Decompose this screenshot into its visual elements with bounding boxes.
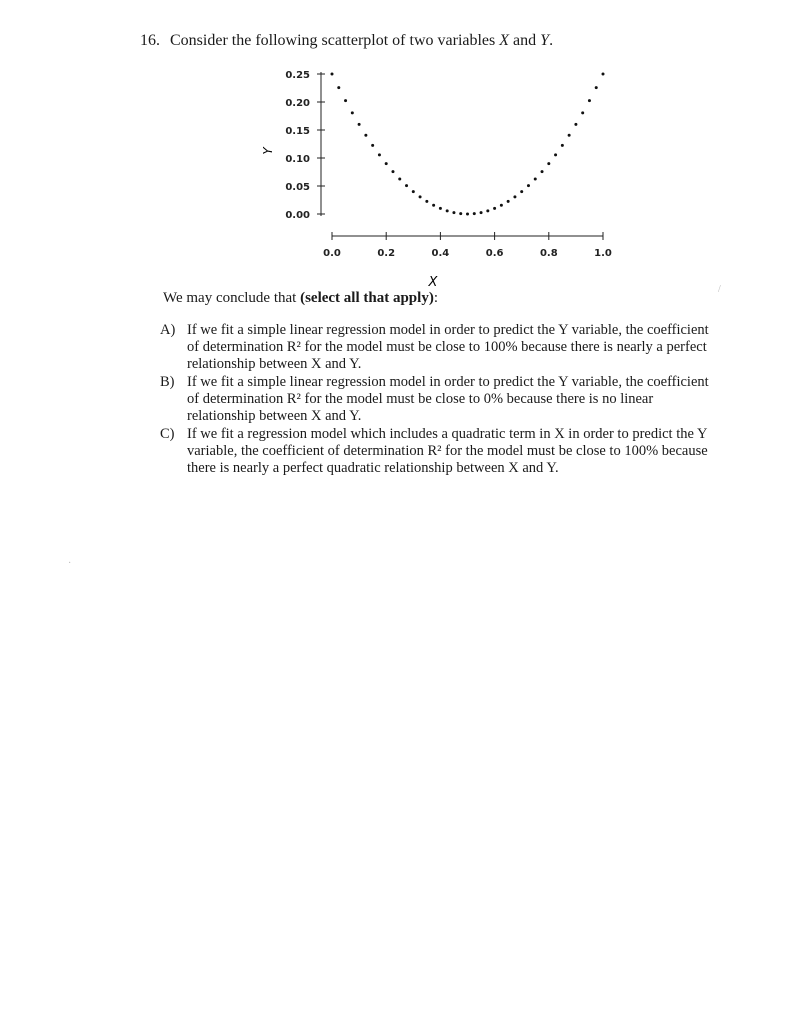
- question-prompt: Consider the following scatterplot of two variables: [170, 32, 500, 49]
- y-tick-label: 0.10: [285, 154, 310, 165]
- option-letter: C): [160, 426, 175, 442]
- data-point: [561, 144, 564, 147]
- data-point: [459, 212, 462, 215]
- data-point: [391, 170, 394, 173]
- data-point: [588, 99, 591, 102]
- data-point: [385, 162, 388, 165]
- data-point: [452, 211, 455, 214]
- answer-option-a[interactable]: [160, 322, 720, 373]
- data-point: [351, 111, 354, 114]
- data-point: [507, 200, 510, 203]
- data-point: [439, 207, 442, 210]
- data-point: [405, 184, 408, 187]
- y-tick-label: 0.20: [285, 98, 310, 109]
- data-point: [344, 99, 347, 102]
- data-point: [337, 86, 340, 89]
- x-tick-label: 0.8: [539, 248, 558, 259]
- data-point: [466, 213, 469, 216]
- data-point: [500, 204, 503, 207]
- data-point: [486, 209, 489, 212]
- data-point: [358, 123, 361, 126]
- data-point: [554, 153, 557, 156]
- data-point: [425, 200, 428, 203]
- x-tick-label: 1.0: [594, 248, 612, 259]
- conclusion-prompt: [163, 290, 438, 307]
- data-points: [331, 73, 605, 216]
- y-axis-label: Y: [261, 147, 275, 155]
- answer-option-c[interactable]: [160, 426, 720, 477]
- data-point: [473, 212, 476, 215]
- scatterplot: [250, 58, 630, 298]
- data-point: [527, 184, 530, 187]
- conclusion-bold: (select all that apply): [300, 290, 434, 306]
- data-point: [371, 144, 374, 147]
- data-point: [331, 73, 334, 76]
- question-heading: [140, 32, 553, 50]
- data-point: [581, 111, 584, 114]
- data-point: [534, 178, 537, 181]
- x-axis: [323, 232, 612, 259]
- y-tick-label: 0.15: [285, 126, 310, 137]
- data-point: [493, 207, 496, 210]
- conclusion-end: :: [433, 290, 438, 306]
- data-point: [568, 134, 571, 137]
- data-point: [602, 73, 605, 76]
- data-point: [595, 86, 598, 89]
- option-letter: B): [160, 374, 175, 390]
- data-point: [378, 153, 381, 156]
- y-axis: [285, 70, 325, 221]
- option-letter: A): [160, 322, 176, 338]
- data-point: [398, 178, 401, 181]
- data-point: [541, 170, 544, 173]
- x-tick-label: 0.2: [377, 248, 396, 259]
- data-point: [412, 190, 415, 193]
- option-text: If we fit a simple linear regression model in order to predict the Y variable, the coefficient of determination R² for the model must be close to 100% because there is nearly a perfect relationship between X and Y.: [187, 322, 709, 372]
- data-point: [364, 134, 367, 137]
- x-tick-label: 0.0: [323, 248, 341, 259]
- data-point: [446, 209, 449, 212]
- data-point: [419, 195, 422, 198]
- data-point: [520, 190, 523, 193]
- x-axis-label: X: [428, 275, 438, 290]
- conclusion-start: We may conclude that: [163, 290, 301, 306]
- answer-option-b[interactable]: [160, 374, 720, 425]
- scan-mark: ·: [68, 558, 72, 569]
- question-period: .: [549, 32, 554, 49]
- question-number: 16.: [140, 32, 160, 49]
- answer-options: [160, 322, 720, 478]
- data-point: [547, 162, 550, 165]
- x-tick-label: 0.6: [485, 248, 504, 259]
- question-and: and: [509, 32, 541, 49]
- scan-mark: /: [718, 284, 721, 295]
- y-tick-label: 0.25: [285, 70, 310, 81]
- question-var-y: Y: [540, 32, 550, 49]
- data-point: [574, 123, 577, 126]
- data-point: [513, 195, 516, 198]
- y-tick-label: 0.00: [285, 210, 310, 221]
- y-tick-label: 0.05: [285, 182, 310, 193]
- option-text: If we fit a regression model which includes a quadratic term in X in order to predict the Y variable, the coefficient of determination R² for the model must be close to 100% because there is nearly a perfect quadratic relationship between X and Y.: [187, 426, 708, 476]
- x-tick-label: 0.4: [431, 248, 450, 259]
- option-text: If we fit a simple linear regression model in order to predict the Y variable, the coefficient of determination R² for the model must be close to 0% because there is no linear relationship between X and Y.: [187, 374, 709, 424]
- question-var-x: X: [499, 32, 510, 49]
- data-point: [432, 204, 435, 207]
- data-point: [480, 211, 483, 214]
